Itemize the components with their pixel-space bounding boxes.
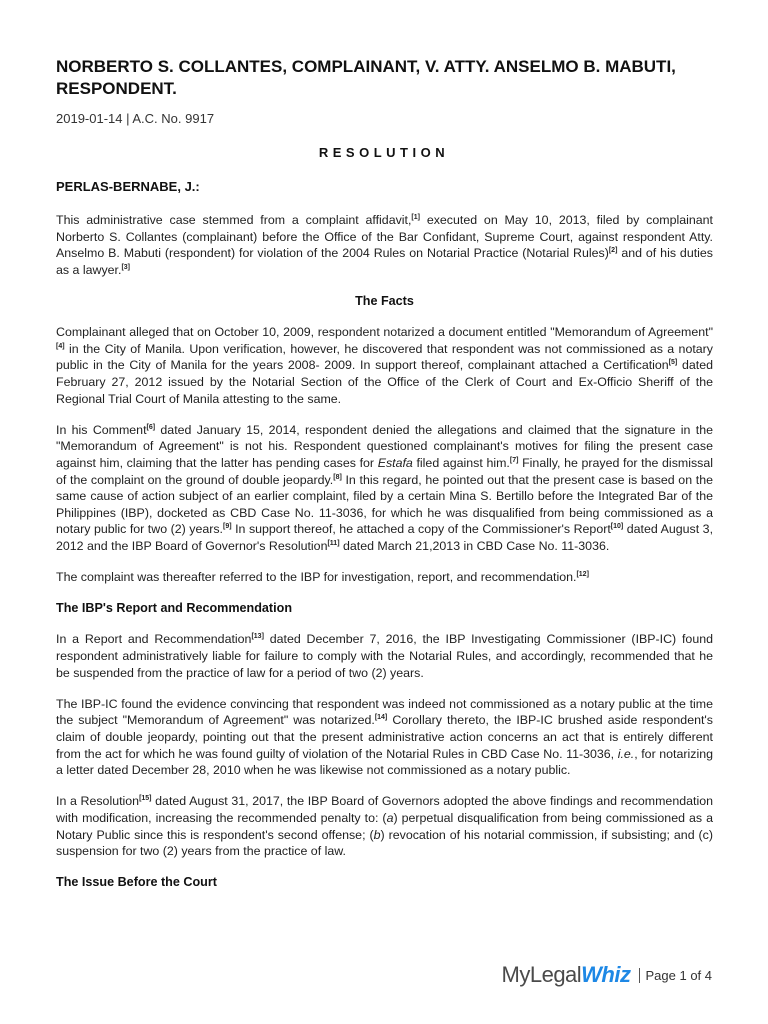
- page-number: Page 1 of 4: [639, 968, 713, 983]
- footnote-ref[interactable]: [10]: [610, 523, 624, 531]
- footnote-ref[interactable]: [8]: [333, 473, 342, 481]
- italic-text: Estafa: [377, 455, 413, 470]
- text-run: Corollary thereto, the IBP-IC brushed aside respondent's claim of double jeopardy, pointing out that the present administrative action concerns an act that is entirely different from the act for which he was found guilty of violation of the Notarial Rules in CBD Case No. 11-3036,: [56, 713, 713, 761]
- body-paragraph: [56, 696, 713, 779]
- body-paragraph: [56, 569, 713, 586]
- body-paragraph: [56, 793, 713, 859]
- footnote-ref[interactable]: [5]: [668, 359, 678, 367]
- text-run: In support thereof, he attached a copy of the Commissioner's Report: [231, 522, 611, 537]
- text-run: The Issue Before the Court: [56, 875, 217, 890]
- text-run: dated August 31, 2017, the IBP Board of Governors adopted the above findings and recommendation with modification, increasing the recommended penalty to: (: [56, 794, 713, 825]
- resolution-body: [56, 212, 713, 906]
- text-run: ) perpetual disqualification from being commissioned as a Notary Public since this is respondent's second offense; (: [56, 810, 714, 842]
- footnote-ref[interactable]: [7]: [509, 456, 519, 464]
- footnote-ref[interactable]: [2]: [608, 247, 618, 255]
- italic-text: a: [386, 810, 394, 825]
- footnote-ref[interactable]: [3]: [121, 263, 130, 271]
- logo-text-mylegal: MyLegal: [501, 962, 582, 987]
- case-title: NORBERTO S. COLLANTES, COMPLAINANT, V. ATTY. ANSELMO B. MABUTI, RESPONDENT.: [56, 57, 676, 98]
- case-meta: [56, 111, 214, 126]
- logo-text-whiz: Whiz: [581, 962, 631, 987]
- body-paragraph: [56, 422, 713, 555]
- text-run: filed against him.: [412, 455, 510, 470]
- resolution-heading: RESOLUTION: [318, 145, 450, 160]
- text-run: ) revocation of his notarial commission, if subsisting; and (c) suspension for two (2) years from the practice of law.: [56, 827, 713, 859]
- footnote-ref[interactable]: [4]: [56, 342, 65, 350]
- body-paragraph: [56, 631, 713, 681]
- text-run: The IBP-IC found the evidence convincing that respondent was indeed not commissioned as a notary public at the time the subject "Memorandum of Agreement" was notarized.: [56, 696, 713, 728]
- text-run: In a Resolution: [56, 794, 140, 809]
- text-run: dated February 27, 2012 issued by the Notarial Section of the Office of the Clerk of Court and Ex-Officio Sheriff of the Regional Trial Court of Manila attesting to the same.: [56, 358, 713, 406]
- footnote-ref[interactable]: [13]: [251, 633, 264, 641]
- footnote-ref[interactable]: [15]: [139, 795, 152, 803]
- footnote-ref[interactable]: [6]: [146, 423, 156, 431]
- meta-separator: |: [122, 111, 133, 126]
- text-run: This administrative case stemmed from a complaint affidavit,: [56, 213, 412, 227]
- text-run: , for notarizing a letter dated December 28, 2010 when he was likewise not commissioned as a notary public.: [56, 746, 713, 778]
- ponente: PERLAS-BERNABE, J.:: [56, 179, 200, 194]
- italic-text: b: [373, 827, 381, 842]
- page-footer: [502, 962, 712, 988]
- text-run: in the City of Manila. Upon verification, however, he discovered that respondent was not commissioned as a notary public in the City of Manila for the years 2008- 2009. In support thereof, complainant attached a Certification: [56, 341, 713, 373]
- case-number: A.C. No. 9917: [132, 111, 215, 126]
- mylegalwhiz-logo[interactable]: [502, 962, 631, 988]
- section-heading: [56, 874, 713, 891]
- text-run: Complainant alleged that on October 10, 2009, respondent notarized a document entitled "Memorandum of Agreement": [56, 325, 713, 340]
- italic-text: i.e.: [617, 746, 635, 761]
- body-paragraph: [56, 212, 713, 278]
- text-run: In this regard, he pointed out that the present case is based on the same cause of action subject of an earlier complaint, filed by a certain Mina S. Bertillo before the Integrated Bar of the Philippines (IBP), docketed as CBD Case No. 11-3036, for which he was disqualified from being commissioned as a notary public for two (2) years.: [56, 472, 713, 537]
- footnote-ref[interactable]: [9]: [223, 523, 232, 531]
- text-run: The complaint was thereafter referred to the IBP for investigation, report, and recommendation.: [56, 570, 577, 585]
- text-run: executed on May 10, 2013, filed by complainant Norberto S. Collantes (complainant) before the Office of the Bar Confidant, Supreme Court, against respondent Atty. Anselmo B. Mabuti (respondent) for violation of the 2004 Rules on Notarial Practice (Notarial Rules): [56, 213, 713, 261]
- section-heading: [56, 293, 713, 310]
- section-heading: [56, 600, 713, 617]
- text-run: dated January 15, 2014, respondent denied the allegations and claimed that the signature in the "Memorandum of Agreement" is not his. Respondent questioned complainant's motives for filing the present case against him, claiming that the latter has pending cases for: [56, 422, 713, 470]
- text-run: The IBP's Report and Recommendation: [56, 601, 293, 616]
- body-paragraph: [56, 324, 713, 407]
- text-run: Finally, he prayed for the dismissal of the complaint on the ground of double jeopardy.: [56, 455, 713, 487]
- text-run: In a Report and Recommendation: [56, 632, 252, 647]
- text-run: dated March 21,2013 in CBD Case No. 11-3036.: [339, 538, 610, 553]
- footnote-ref[interactable]: [11]: [327, 539, 340, 547]
- text-run: The Facts: [355, 293, 414, 308]
- text-run: dated December 7, 2016, the IBP Investigating Commissioner (IBP-IC) found respondent administratively liable for failure to comply with the Notarial Rules, and accordingly, recommended that he be suspended from the practice of law for a period of two (2) years.: [56, 632, 713, 680]
- footnote-ref[interactable]: [1]: [411, 214, 420, 221]
- case-date: 2019-01-14: [56, 111, 123, 126]
- text-run: and of his duties as a lawyer.: [56, 246, 713, 277]
- text-run: In his Comment: [56, 422, 147, 437]
- footnote-ref[interactable]: [12]: [576, 571, 589, 579]
- text-run: dated August 3, 2012 and the IBP Board of Governor's Resolution: [56, 522, 714, 553]
- footnote-ref[interactable]: [14]: [374, 714, 388, 722]
